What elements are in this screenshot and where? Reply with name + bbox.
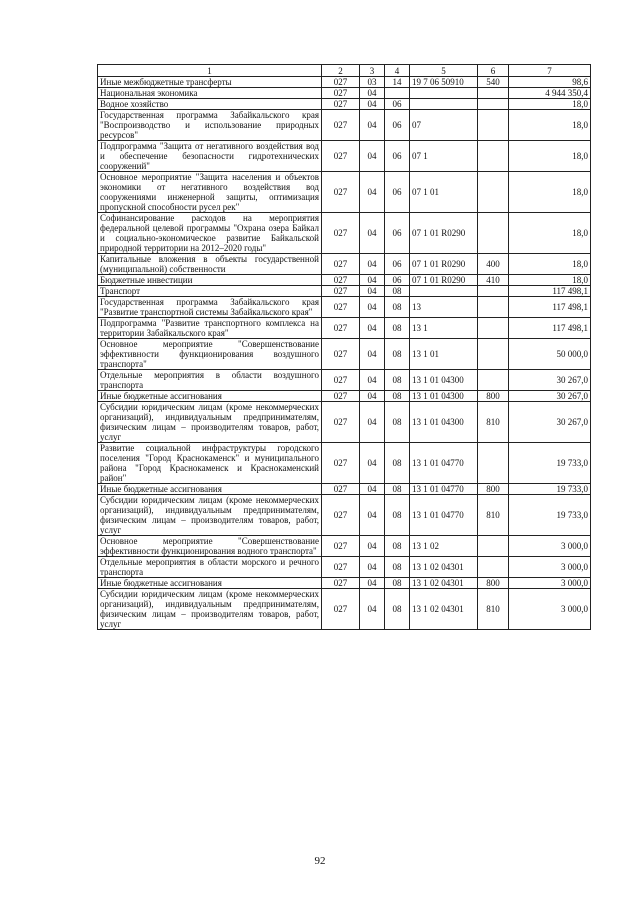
row-name: Государственная программа Забайкальского края "Воспроизводство и использование природных ресурсов" <box>98 110 322 141</box>
section-code: 04 <box>360 99 385 110</box>
header-cell: 4 <box>385 65 410 77</box>
target-article-code: 13 1 01 04770 <box>410 484 478 495</box>
row-name: Субсидии юридическим лицам (кроме некоммерческих организаций), индивидуальным предпринимателям, физическим лицам – производителям товаров, работ, услуг <box>98 589 322 630</box>
header-cell: 5 <box>410 65 478 77</box>
expense-type-code <box>478 557 509 578</box>
row-name: Основное мероприятие "Совершенствование эффективности функционирования воздушного транспорта" <box>98 339 322 370</box>
amount: 3 000,0 <box>509 589 591 630</box>
table-row <box>98 213 591 254</box>
table-row <box>98 484 591 495</box>
amount: 3 000,0 <box>509 578 591 589</box>
admin-code: 027 <box>322 339 360 370</box>
table-row <box>98 370 591 391</box>
section-code: 04 <box>360 275 385 286</box>
amount: 18,0 <box>509 275 591 286</box>
subsection-code: 08 <box>385 589 410 630</box>
section-code: 04 <box>360 318 385 339</box>
header-cell: 7 <box>509 65 591 77</box>
section-code: 04 <box>360 339 385 370</box>
header-row <box>98 65 591 77</box>
target-article-code: 13 1 01 04770 <box>410 443 478 484</box>
row-name: Капитальные вложения в объекты государственной (муниципальной) собственности <box>98 254 322 275</box>
header-cell: 6 <box>478 65 509 77</box>
table-body <box>98 77 591 630</box>
section-code: 04 <box>360 141 385 172</box>
admin-code: 027 <box>322 254 360 275</box>
table-row <box>98 536 591 557</box>
subsection-code: 06 <box>385 213 410 254</box>
target-article-code <box>410 88 478 99</box>
expense-type-code <box>478 318 509 339</box>
table-row <box>98 557 591 578</box>
expense-type-code <box>478 172 509 213</box>
admin-code: 027 <box>322 286 360 297</box>
amount: 18,0 <box>509 172 591 213</box>
amount: 3 000,0 <box>509 557 591 578</box>
expense-type-code <box>478 88 509 99</box>
header-cell: 2 <box>322 65 360 77</box>
amount: 50 000,0 <box>509 339 591 370</box>
subsection-code: 08 <box>385 484 410 495</box>
table-row <box>98 402 591 443</box>
target-article-code <box>410 99 478 110</box>
table-row <box>98 318 591 339</box>
page-number: 92 <box>314 855 326 867</box>
row-name: Развитие социальной инфраструктуры городского поселения "Город Краснокаменск" и муниципального района "Город Краснокаменск и Краснокаменский район" <box>98 443 322 484</box>
table-row <box>98 297 591 318</box>
admin-code: 027 <box>322 370 360 391</box>
amount: 117 498,1 <box>509 297 591 318</box>
table-row <box>98 88 591 99</box>
amount: 18,0 <box>509 213 591 254</box>
section-code: 04 <box>360 443 385 484</box>
expense-type-code: 810 <box>478 495 509 536</box>
subsection-code: 06 <box>385 141 410 172</box>
expense-type-code <box>478 536 509 557</box>
amount: 30 267,0 <box>509 402 591 443</box>
subsection-code: 06 <box>385 99 410 110</box>
row-name: Национальная экономика <box>98 88 322 99</box>
expense-type-code <box>478 286 509 297</box>
subsection-code: 08 <box>385 443 410 484</box>
section-code: 04 <box>360 557 385 578</box>
admin-code: 027 <box>322 88 360 99</box>
section-code: 04 <box>360 495 385 536</box>
amount: 3 000,0 <box>509 536 591 557</box>
section-code: 04 <box>360 110 385 141</box>
budget-table <box>97 64 591 630</box>
target-article-code: 07 1 01 R0290 <box>410 213 478 254</box>
admin-code: 027 <box>322 318 360 339</box>
row-name: Бюджетные инвестиции <box>98 275 322 286</box>
amount: 30 267,0 <box>509 370 591 391</box>
table-row <box>98 495 591 536</box>
table-row <box>98 391 591 402</box>
admin-code: 027 <box>322 443 360 484</box>
expense-type-code: 810 <box>478 402 509 443</box>
admin-code: 027 <box>322 589 360 630</box>
target-article-code: 13 1 01 04300 <box>410 370 478 391</box>
subsection-code: 08 <box>385 495 410 536</box>
expense-type-code: 800 <box>478 484 509 495</box>
target-article-code: 13 1 <box>410 318 478 339</box>
table-row <box>98 443 591 484</box>
target-article-code: 13 1 01 <box>410 339 478 370</box>
expense-type-code <box>478 213 509 254</box>
expense-type-code: 800 <box>478 578 509 589</box>
row-name: Транспорт <box>98 286 322 297</box>
table-row <box>98 578 591 589</box>
target-article-code: 07 1 01 R0290 <box>410 275 478 286</box>
subsection-code: 06 <box>385 275 410 286</box>
admin-code: 027 <box>322 297 360 318</box>
subsection-code: 06 <box>385 110 410 141</box>
expense-type-code <box>478 297 509 318</box>
admin-code: 027 <box>322 141 360 172</box>
target-article-code: 13 1 02 04301 <box>410 557 478 578</box>
target-article-code: 13 1 01 04300 <box>410 402 478 443</box>
admin-code: 027 <box>322 578 360 589</box>
section-code: 04 <box>360 589 385 630</box>
subsection-code: 08 <box>385 297 410 318</box>
section-code: 04 <box>360 402 385 443</box>
amount: 18,0 <box>509 110 591 141</box>
amount: 30 267,0 <box>509 391 591 402</box>
target-article-code: 07 1 01 <box>410 172 478 213</box>
amount: 18,0 <box>509 254 591 275</box>
row-name: Субсидии юридическим лицам (кроме некоммерческих организаций), индивидуальным предпринимателям, физическим лицам – производителям товаров, работ, услуг <box>98 495 322 536</box>
expense-type-code: 540 <box>478 77 509 88</box>
table-row <box>98 110 591 141</box>
admin-code: 027 <box>322 213 360 254</box>
header-cell: 3 <box>360 65 385 77</box>
admin-code: 027 <box>322 402 360 443</box>
subsection-code: 08 <box>385 318 410 339</box>
row-name: Отдельные мероприятия в области морского и речного транспорта <box>98 557 322 578</box>
section-code: 04 <box>360 254 385 275</box>
amount: 18,0 <box>509 99 591 110</box>
admin-code: 027 <box>322 484 360 495</box>
section-code: 04 <box>360 370 385 391</box>
table-row <box>98 77 591 88</box>
table-row <box>98 254 591 275</box>
admin-code: 027 <box>322 557 360 578</box>
amount: 19 733,0 <box>509 495 591 536</box>
table-row <box>98 275 591 286</box>
subsection-code: 08 <box>385 370 410 391</box>
section-code: 03 <box>360 77 385 88</box>
admin-code: 027 <box>322 172 360 213</box>
expense-type-code: 400 <box>478 254 509 275</box>
row-name: Иные бюджетные ассигнования <box>98 484 322 495</box>
row-name: Государственная программа Забайкальского края "Развитие транспортной системы Забайкальского края" <box>98 297 322 318</box>
row-name: Водное хозяйство <box>98 99 322 110</box>
admin-code: 027 <box>322 536 360 557</box>
subsection-code: 06 <box>385 254 410 275</box>
table-row <box>98 172 591 213</box>
row-name: Иные бюджетные ассигнования <box>98 578 322 589</box>
admin-code: 027 <box>322 99 360 110</box>
expense-type-code: 810 <box>478 589 509 630</box>
expense-type-code <box>478 141 509 172</box>
subsection-code: 08 <box>385 557 410 578</box>
target-article-code <box>410 286 478 297</box>
amount: 19 733,0 <box>509 443 591 484</box>
target-article-code: 07 <box>410 110 478 141</box>
row-name: Отдельные мероприятия в области воздушного транспорта <box>98 370 322 391</box>
subsection-code: 08 <box>385 339 410 370</box>
section-code: 04 <box>360 484 385 495</box>
target-article-code: 13 1 01 04770 <box>410 495 478 536</box>
amount: 19 733,0 <box>509 484 591 495</box>
target-article-code: 13 1 01 04300 <box>410 391 478 402</box>
section-code: 04 <box>360 88 385 99</box>
expense-type-code <box>478 110 509 141</box>
row-name: Иные межбюджетные трансферты <box>98 77 322 88</box>
section-code: 04 <box>360 391 385 402</box>
admin-code: 027 <box>322 495 360 536</box>
header-cell: 1 <box>98 65 322 77</box>
row-name: Софинансирование расходов на мероприятия федеральной целевой программы "Охрана озера Байкал и социально-экономическое развитие Байкальской природной территории на 2012–2020 годы" <box>98 213 322 254</box>
subsection-code <box>385 88 410 99</box>
subsection-code: 08 <box>385 578 410 589</box>
admin-code: 027 <box>322 391 360 402</box>
row-name: Подпрограмма "Защита от негативного воздействия вод и обеспечение безопасности гидротехнических сооружений" <box>98 141 322 172</box>
target-article-code: 13 1 02 04301 <box>410 578 478 589</box>
section-code: 04 <box>360 536 385 557</box>
target-article-code: 13 1 02 04301 <box>410 589 478 630</box>
admin-code: 027 <box>322 77 360 88</box>
amount: 117 498,1 <box>509 286 591 297</box>
expense-type-code: 800 <box>478 391 509 402</box>
amount: 117 498,1 <box>509 318 591 339</box>
target-article-code: 13 <box>410 297 478 318</box>
section-code: 04 <box>360 578 385 589</box>
target-article-code: 07 1 01 R0290 <box>410 254 478 275</box>
target-article-code: 13 1 02 <box>410 536 478 557</box>
table-row <box>98 339 591 370</box>
expense-type-code <box>478 443 509 484</box>
amount: 98,6 <box>509 77 591 88</box>
table-row <box>98 99 591 110</box>
row-name: Основное мероприятие "Совершенствование эффективности функционирования водного транспорта" <box>98 536 322 557</box>
section-code: 04 <box>360 297 385 318</box>
table-row <box>98 286 591 297</box>
amount: 4 944 350,4 <box>509 88 591 99</box>
table-row <box>98 141 591 172</box>
admin-code: 027 <box>322 275 360 286</box>
row-name: Иные бюджетные ассигнования <box>98 391 322 402</box>
section-code: 04 <box>360 286 385 297</box>
target-article-code: 19 7 06 50910 <box>410 77 478 88</box>
subsection-code: 08 <box>385 536 410 557</box>
table-header <box>98 65 591 77</box>
amount: 18,0 <box>509 141 591 172</box>
subsection-code: 08 <box>385 286 410 297</box>
section-code: 04 <box>360 213 385 254</box>
admin-code: 027 <box>322 110 360 141</box>
row-name: Основное мероприятие "Защита населения и объектов экономики от негативного воздействия вод сооружениями инженерной защиты, оптимизация пропускной способности русел рек" <box>98 172 322 213</box>
subsection-code: 14 <box>385 77 410 88</box>
expense-type-code <box>478 339 509 370</box>
row-name: Подпрограмма "Развитие транспортного комплекса на территории Забайкальского края" <box>98 318 322 339</box>
target-article-code: 07 1 <box>410 141 478 172</box>
expense-type-code <box>478 99 509 110</box>
subsection-code: 08 <box>385 402 410 443</box>
subsection-code: 06 <box>385 172 410 213</box>
table-row <box>98 589 591 630</box>
subsection-code: 08 <box>385 391 410 402</box>
expense-type-code <box>478 370 509 391</box>
section-code: 04 <box>360 172 385 213</box>
expense-type-code: 410 <box>478 275 509 286</box>
row-name: Субсидии юридическим лицам (кроме некоммерческих организаций), индивидуальным предпринимателям, физическим лицам – производителям товаров, работ, услуг <box>98 402 322 443</box>
